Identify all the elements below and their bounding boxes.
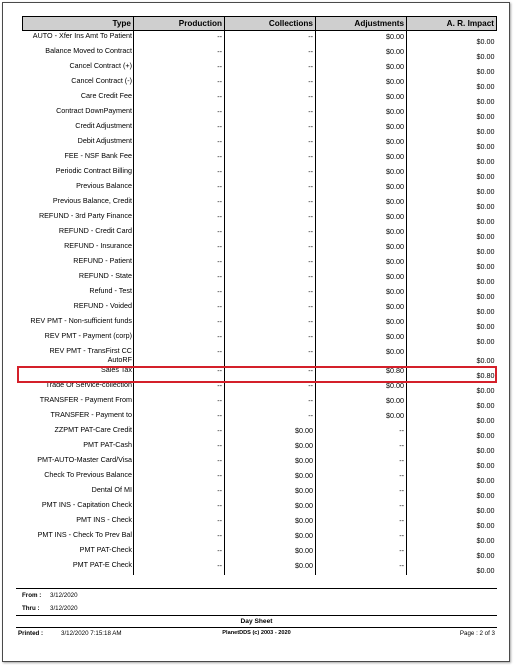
table-row [23,331,497,346]
table-row [23,61,497,76]
ar-impact-cell: $0.00 [476,111,495,121]
collections-cell: $0.00 [225,515,316,530]
type-cell: REFUND - Patient [23,256,134,271]
type-cell: PMT PAT-E Check [23,560,134,575]
adjustments-cell: -- [316,560,407,575]
adjustments-cell: $0.00 [316,346,407,365]
production-cell: -- [134,46,225,61]
table-row [23,515,497,530]
production-cell: -- [134,380,225,395]
adjustments-cell: $0.80 [316,365,407,380]
type-cell: TRANSFER - Payment to [23,410,134,425]
type-cell: PMT-AUTO-Master Card/Visa [23,455,134,470]
adjustments-cell: -- [316,530,407,545]
ar-impact-cell: $0.00 [476,475,495,485]
collections-cell: $0.00 [225,500,316,515]
adjustments-cell: $0.00 [316,196,407,211]
thru-row [16,602,497,615]
collections-cell: $0.00 [225,470,316,485]
adjustments-cell: $0.00 [316,76,407,91]
production-cell: -- [134,560,225,575]
ar-impact-cell: $0.80 [476,370,495,380]
from-label: From : [22,592,42,599]
type-cell: Cancel Contract (-) [23,76,134,91]
column-header-production: Production [134,17,225,31]
table-row [23,410,497,425]
collections-cell: -- [225,91,316,106]
collections-cell: -- [225,61,316,76]
adjustments-cell: -- [316,470,407,485]
report-title: Day Sheet [240,618,273,625]
collections-cell: $0.00 [225,545,316,560]
ar-impact-cell: $0.00 [476,201,495,211]
adjustments-cell: $0.00 [316,241,407,256]
type-cell: FEE - NSF Bank Fee [23,151,134,166]
table-row [23,31,497,46]
day-sheet-table [22,16,497,575]
type-cell: Periodic Contract Billing [23,166,134,181]
thru-value: 3/12/2020 [50,605,78,612]
production-cell: -- [134,455,225,470]
ar-impact-cell: $0.00 [476,246,495,256]
type-cell: PMT PAT-Check [23,545,134,560]
ar-impact-cell: $0.00 [476,505,495,515]
collections-cell: $0.00 [225,530,316,545]
production-cell: -- [134,316,225,331]
table-row [23,196,497,211]
from-value: 3/12/2020 [50,592,78,599]
adjustments-cell: $0.00 [316,166,407,181]
production-cell: -- [134,500,225,515]
table-row [23,226,497,241]
production-cell: -- [134,226,225,241]
table-row [23,106,497,121]
collections-cell: -- [225,136,316,151]
thru-label: Thru : [22,605,40,612]
table-body [23,31,497,575]
ar-impact-cell: $0.00 [476,141,495,151]
collections-cell: -- [225,271,316,286]
ar-impact-cell: $0.00 [476,276,495,286]
table-row [23,271,497,286]
production-cell: -- [134,301,225,316]
type-cell: Care Credit Fee [23,91,134,106]
type-cell: REFUND - 3rd Party Finance [23,211,134,226]
collections-cell: $0.00 [225,560,316,575]
production-cell: -- [134,136,225,151]
table-header-row [23,17,497,31]
adjustments-cell: $0.00 [316,106,407,121]
production-cell: -- [134,271,225,286]
ar-impact-cell: $0.00 [476,430,495,440]
table-row [23,181,497,196]
type-cell: REV PMT - TransFirst CC AutoRF [23,346,134,365]
collections-cell: -- [225,256,316,271]
collections-cell: $0.00 [225,455,316,470]
adjustments-cell: $0.00 [316,410,407,425]
type-cell: Check To Previous Balance [23,470,134,485]
ar-impact-cell: $0.00 [476,400,495,410]
type-cell: REV PMT - Non-sufficient funds [23,316,134,331]
report-footer [16,588,497,639]
collections-cell: -- [225,316,316,331]
ar-impact-cell: $0.00 [476,96,495,106]
ar-impact-cell: $0.00 [476,355,495,365]
collections-cell: $0.00 [225,440,316,455]
collections-cell: -- [225,286,316,301]
production-cell: -- [134,286,225,301]
table-row [23,76,497,91]
production-cell: -- [134,485,225,500]
collections-cell: -- [225,211,316,226]
production-cell: -- [134,106,225,121]
ar-impact-cell: $0.00 [476,171,495,181]
table-row [23,380,497,395]
production-cell: -- [134,545,225,560]
adjustments-cell: $0.00 [316,151,407,166]
type-cell: Debit Adjustment [23,136,134,151]
adjustments-cell: -- [316,500,407,515]
collections-cell: -- [225,76,316,91]
adjustments-cell: $0.00 [316,271,407,286]
type-cell: Previous Balance [23,181,134,196]
ar-impact-cell: $0.00 [476,520,495,530]
from-row [16,589,497,602]
type-cell: REV PMT - Payment (corp) [23,331,134,346]
type-cell: REFUND - Insurance [23,241,134,256]
production-cell: -- [134,211,225,226]
production-cell: -- [134,346,225,365]
ar-impact-cell: $0.00 [476,550,495,560]
collections-cell: -- [225,331,316,346]
production-cell: -- [134,425,225,440]
type-cell: Balance Moved to Contract [23,46,134,61]
ar-impact-cell: $0.00 [476,490,495,500]
ar-impact-cell: $0.00 [476,415,495,425]
collections-cell: -- [225,395,316,410]
ar-impact-cell: $0.00 [476,385,495,395]
type-cell: PMT INS - Check To Prev Bal [23,530,134,545]
type-cell: Contract DownPayment [23,106,134,121]
production-cell: -- [134,76,225,91]
production-cell: -- [134,181,225,196]
collections-cell: -- [225,380,316,395]
ar-impact-cell: $0.00 [476,321,495,331]
adjustments-cell: -- [316,515,407,530]
table-row [23,136,497,151]
collections-cell: -- [225,226,316,241]
table-row [23,121,497,136]
type-cell: Sales Tax [23,365,134,380]
page-number: Page : 2 of 3 [459,630,495,637]
type-cell: REFUND - Voided [23,301,134,316]
table-row [23,346,497,365]
table-row [23,286,497,301]
collections-cell: -- [225,196,316,211]
type-cell: PMT PAT-Cash [23,440,134,455]
collections-cell: -- [225,46,316,61]
collections-cell: -- [225,166,316,181]
ar-impact-cell: $0.00 [476,126,495,136]
collections-cell: -- [225,106,316,121]
ar-impact-cell: $0.00 [476,445,495,455]
table-row [23,365,497,380]
printed-label: Printed : [18,630,44,637]
type-cell: Refund - Test [23,286,134,301]
adjustments-cell: -- [316,455,407,470]
table-row [23,301,497,316]
column-header-collections: Collections [225,17,316,31]
ar-impact-cell: $0.00 [476,306,495,316]
column-header-adjustments: Adjustments [316,17,407,31]
production-cell: -- [134,166,225,181]
production-cell: -- [134,31,225,46]
table-row [23,560,497,575]
ar-impact-cell: $0.00 [476,565,495,575]
collections-cell: $0.00 [225,485,316,500]
ar-impact-cell: $0.00 [476,231,495,241]
adjustments-cell: $0.00 [316,256,407,271]
adjustments-cell: $0.00 [316,286,407,301]
ar-impact-cell: $0.00 [476,336,495,346]
adjustments-cell: $0.00 [316,61,407,76]
production-cell: -- [134,196,225,211]
type-cell: ZZPMT PAT-Care Credit [23,425,134,440]
table-row [23,425,497,440]
type-cell: REFUND - State [23,271,134,286]
type-cell: PMT INS - Capitation Check [23,500,134,515]
table-row [23,91,497,106]
ar-impact-cell: $0.00 [476,51,495,61]
table-row [23,316,497,331]
ar-impact-cell: $0.00 [476,460,495,470]
ar-impact-cell: $0.00 [476,535,495,545]
ar-impact-cell: $0.00 [476,291,495,301]
adjustments-cell: $0.00 [316,316,407,331]
adjustments-cell: $0.00 [316,395,407,410]
collections-cell: -- [225,301,316,316]
table-row [23,395,497,410]
collections-cell: -- [225,241,316,256]
table-row [23,256,497,271]
adjustments-cell: $0.00 [316,121,407,136]
adjustments-cell: -- [316,545,407,560]
table-row [23,530,497,545]
printed-row [16,628,497,639]
type-cell: Trade Of Service-collection [23,380,134,395]
type-cell: REFUND - Credit Card [23,226,134,241]
adjustments-cell: $0.00 [316,136,407,151]
table-row [23,166,497,181]
table-row [23,440,497,455]
adjustments-cell: $0.00 [316,301,407,316]
type-cell: Previous Balance, Credit [23,196,134,211]
type-cell: PMT INS - Check [23,515,134,530]
adjustments-cell: $0.00 [316,211,407,226]
production-cell: -- [134,151,225,166]
production-cell: -- [134,256,225,271]
type-cell: Credit Adjustment [23,121,134,136]
production-cell: -- [134,530,225,545]
ar-impact-cell: $0.00 [476,81,495,91]
adjustments-cell: $0.00 [316,380,407,395]
table-row [23,151,497,166]
collections-cell: -- [225,121,316,136]
ar-impact-cell: $0.00 [476,216,495,226]
table-row [23,211,497,226]
table-row [23,241,497,256]
type-cell: Cancel Contract (+) [23,61,134,76]
collections-cell: -- [225,151,316,166]
table-row [23,500,497,515]
collections-cell: $0.00 [225,425,316,440]
adjustments-cell: -- [316,440,407,455]
adjustments-cell: $0.00 [316,226,407,241]
printed-value: 3/12/2020 7:15:18 AM [61,630,122,637]
column-header-ar-impact: A. R. Impact [407,17,497,31]
table-row [23,455,497,470]
adjustments-cell: $0.00 [316,331,407,346]
adjustments-cell: $0.00 [316,181,407,196]
adjustments-cell: $0.00 [316,91,407,106]
column-header-type: Type [23,17,134,31]
production-cell: -- [134,91,225,106]
collections-cell: -- [225,365,316,380]
table-row [23,545,497,560]
production-cell: -- [134,440,225,455]
collections-cell: -- [225,410,316,425]
production-cell: -- [134,331,225,346]
production-cell: -- [134,365,225,380]
adjustments-cell: $0.00 [316,31,407,46]
adjustments-cell: -- [316,425,407,440]
production-cell: -- [134,395,225,410]
collections-cell: -- [225,181,316,196]
production-cell: -- [134,121,225,136]
copyright-text: PlanetDDS (c) 2003 - 2020 [222,630,291,636]
adjustments-cell: $0.00 [316,46,407,61]
production-cell: -- [134,515,225,530]
ar-impact-cell: $0.00 [476,261,495,271]
type-cell: AUTO - Xfer Ins Amt To Patient [23,31,134,46]
ar-impact-cell: $0.00 [476,156,495,166]
production-cell: -- [134,61,225,76]
collections-cell: -- [225,346,316,365]
production-cell: -- [134,410,225,425]
ar-impact-cell: $0.00 [476,66,495,76]
collections-cell: -- [225,31,316,46]
ar-impact-cell: $0.00 [476,186,495,196]
adjustments-cell: -- [316,485,407,500]
production-cell: -- [134,241,225,256]
type-cell: TRANSFER - Payment From [23,395,134,410]
type-cell: Dental Of MI [23,485,134,500]
table-row [23,470,497,485]
table-row [23,485,497,500]
table-row [23,46,497,61]
ar-impact-cell: $0.00 [476,36,495,46]
production-cell: -- [134,470,225,485]
